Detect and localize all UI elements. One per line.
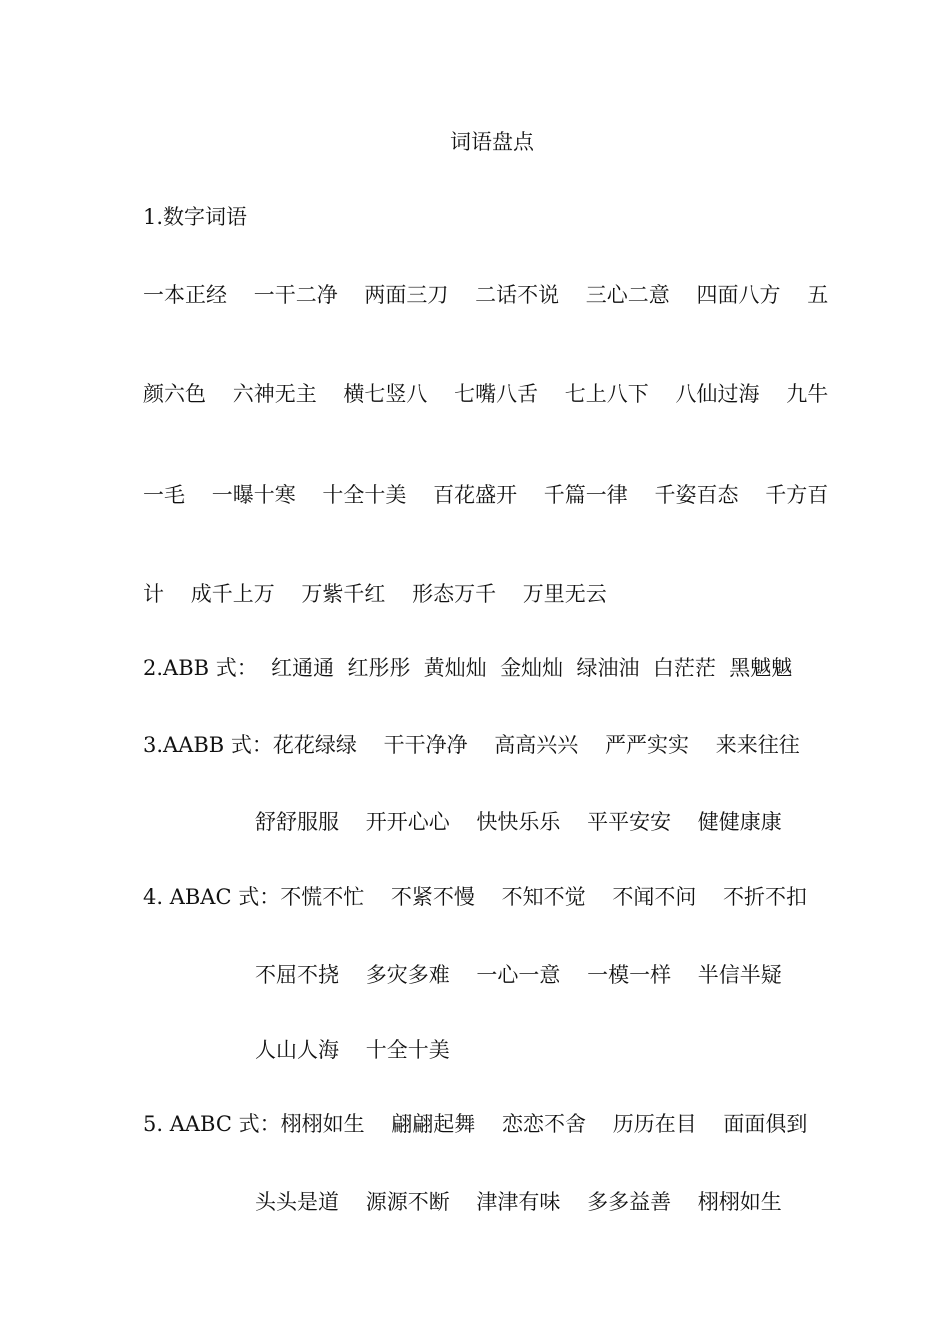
abac-pattern-line: 4. ABAC 式：不慌不忙 不紧不慢 不知不觉 不闻不问 不折不扣	[143, 885, 808, 909]
abb-pattern-line: 2.ABB 式： 红通通 红彤彤 黄灿灿 金灿灿 绿油油 白茫茫 黑魆魆	[143, 656, 793, 680]
aabb-pattern-line: 舒舒服服 开开心心 快快乐乐 平平安安 健健康康	[255, 810, 782, 834]
abac-pattern-line: 不屈不挠 多灾多难 一心一意 一模一样 半信半疑	[255, 963, 782, 987]
word-list-line: 一毛 一曝十寒 十全十美 百花盛开 千篇一律 千姿百态 千方百	[143, 483, 829, 507]
word-list-line: 一本正经 一干二净 两面三刀 二话不说 三心二意 四面八方 五	[143, 283, 829, 307]
aabc-pattern-line: 头头是道 源源不断 津津有味 多多益善 栩栩如生	[255, 1190, 782, 1214]
word-list-line: 计 成千上万 万紫千红 形态万千 万里无云	[143, 582, 607, 606]
page-title: 词语盘点	[450, 130, 534, 154]
aabb-pattern-line: 3.AABB 式：花花绿绿 干干净净 高高兴兴 严严实实 来来往往	[143, 733, 800, 757]
word-list-line: 颜六色 六神无主 横七竖八 七嘴八舌 七上八下 八仙过海 九牛	[143, 382, 829, 406]
aabc-pattern-line: 5. AABC 式：栩栩如生 翩翩起舞 恋恋不舍 历历在目 面面俱到	[143, 1112, 808, 1136]
abac-pattern-line: 人山人海 十全十美	[255, 1038, 450, 1062]
section-heading-number-words: 1.数字词语	[143, 205, 248, 229]
